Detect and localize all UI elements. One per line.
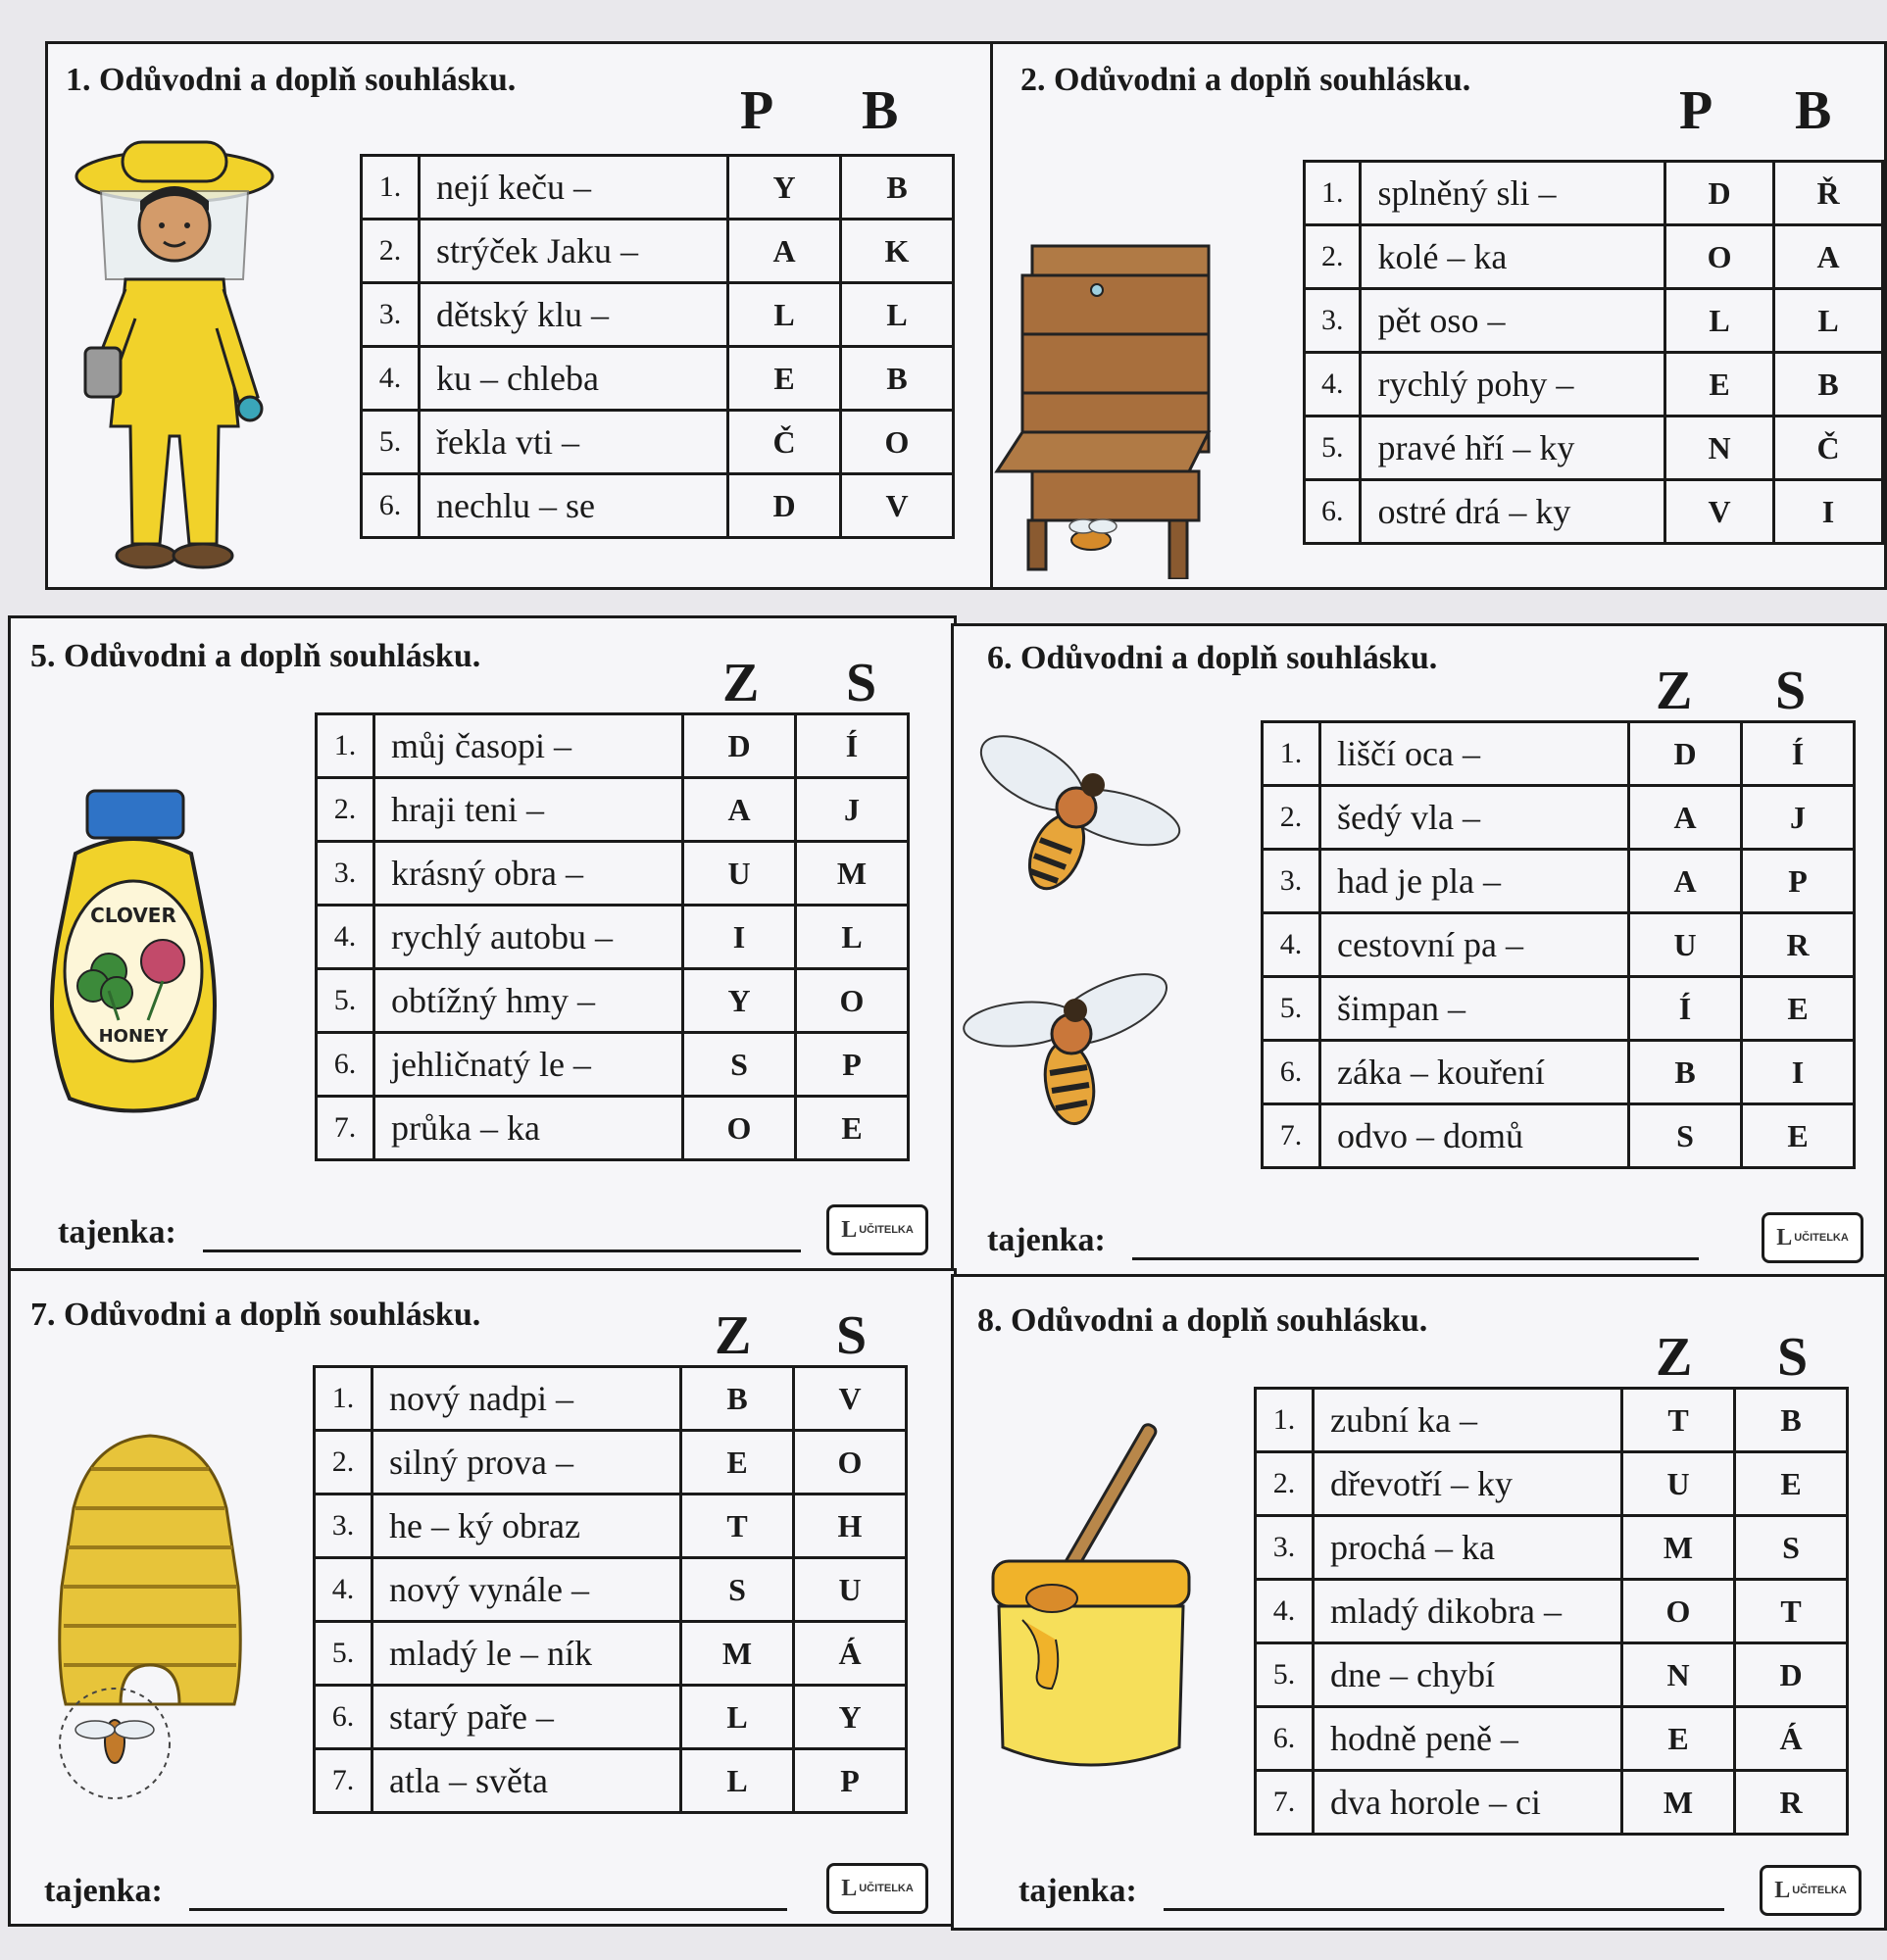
letter-z: N [1622,1643,1735,1707]
word-cell[interactable]: rychlý pohy – [1361,353,1665,416]
word-cell[interactable]: cestovní pa – [1320,913,1629,977]
beekeeper-illustration [72,132,277,583]
letter-s: O [796,969,909,1033]
letter-z: A [683,778,796,842]
card-title: 2. Odůvodni a doplň souhlásku. [1020,62,1471,98]
word-cell[interactable]: šimpan – [1320,977,1629,1041]
row-number: 3. [1305,289,1361,353]
word-cell[interactable]: pět oso – [1361,289,1665,353]
letter-s: O [794,1431,907,1494]
worksheet-card-6 [951,623,1887,1278]
letter-z: A [1629,850,1742,913]
word-cell[interactable]: atla – světa [372,1749,681,1813]
letter-s: U [794,1558,907,1622]
exercise-table [1303,160,1884,545]
word-cell[interactable]: jehličnatý le – [374,1033,683,1097]
tajenka-answer-line[interactable] [1164,1908,1724,1911]
letter-b: B [841,156,954,220]
letter-p: D [728,474,841,538]
table-row [1263,977,1855,1041]
exercise-table [360,154,955,539]
table-row [1263,722,1855,786]
table-row [362,220,954,283]
row-number: 3. [315,1494,372,1558]
row-number: 5. [1305,416,1361,480]
jar-label-top: CLOVER [90,904,176,927]
letter-s: B [1735,1389,1848,1452]
table-row [1305,162,1883,225]
letter-b: A [1774,225,1883,289]
word-cell[interactable]: můj časopi – [374,714,683,778]
row-number: 5. [362,411,420,474]
row-number: 7. [1263,1104,1320,1168]
row-number: 6. [1305,480,1361,544]
worksheet-card-7 [8,1268,957,1927]
table-row [1256,1707,1848,1771]
exercise-table [1254,1387,1849,1836]
letter-s: H [794,1494,907,1558]
row-number: 4. [1256,1580,1314,1643]
letter-z: E [1622,1707,1735,1771]
card-title: 8. Odůvodni a doplň souhlásku. [977,1302,1428,1339]
column-header-s: S [1777,1327,1809,1388]
tajenka-answer-line[interactable] [189,1908,787,1911]
letter-s: P [796,1033,909,1097]
column-header-z: Z [1656,661,1693,721]
jar-label-bottom: HONEY [98,1026,169,1047]
table-row [1256,1643,1848,1707]
letter-s: I [1742,1041,1855,1104]
table-row [1256,1389,1848,1452]
table-row [315,1431,907,1494]
row-number: 6. [1263,1041,1320,1104]
exercise-table [1261,720,1856,1169]
letter-s: E [1742,1104,1855,1168]
row-number: 3. [1256,1516,1314,1580]
worksheet-card-8 [951,1274,1887,1931]
word-cell[interactable]: záka – kouření [1320,1041,1629,1104]
honey-bottle-illustration [40,785,226,1118]
table-row [1305,480,1883,544]
word-cell[interactable]: dva horole – ci [1314,1771,1622,1835]
tajenka-answer-line[interactable] [1132,1257,1699,1260]
word-cell[interactable]: průka – ka [374,1097,683,1160]
word-cell[interactable]: pravé hří – ky [1361,416,1665,480]
ucitelka-logo: L UČITELKA [1762,1212,1863,1263]
letter-s: R [1742,913,1855,977]
tajenka-label: tajenka: [1018,1873,1137,1909]
table-row [1256,1580,1848,1643]
worksheet-card-1 [45,41,994,590]
word-cell[interactable]: rychlý autobu – [374,906,683,969]
table-row [317,842,909,906]
row-number: 4. [317,906,374,969]
word-cell[interactable]: dřevotří – ky [1314,1452,1622,1516]
letter-z: B [681,1367,794,1431]
letter-s: J [796,778,909,842]
letter-s: M [796,842,909,906]
table-row [317,906,909,969]
table-row [362,411,954,474]
letter-s: D [1735,1643,1848,1707]
letter-p: N [1665,416,1774,480]
exercise-table [313,1365,908,1814]
worksheet-card-2 [990,41,1887,590]
table-row [1263,1104,1855,1168]
letter-z: D [1629,722,1742,786]
table-row [1263,850,1855,913]
word-cell[interactable]: ku – chleba [420,347,728,411]
table-row [315,1749,907,1813]
word-cell[interactable]: šedý vla – [1320,786,1629,850]
word-cell[interactable]: obtížný hmy – [374,969,683,1033]
letter-p: O [1665,225,1774,289]
row-number: 4. [1305,353,1361,416]
bee-illustration [962,956,1187,1142]
letter-z: S [683,1033,796,1097]
row-number: 1. [315,1367,372,1431]
column-header-s: S [1775,661,1807,721]
letter-p: V [1665,480,1774,544]
letter-z: Y [683,969,796,1033]
row-number: 6. [315,1686,372,1749]
row-number: 6. [1256,1707,1314,1771]
table-row [1305,289,1883,353]
letter-z: L [681,1749,794,1813]
table-row [315,1558,907,1622]
letter-s: E [796,1097,909,1160]
table-row [1263,1041,1855,1104]
letter-z: D [683,714,796,778]
row-number: 2. [362,220,420,283]
table-row [1305,225,1883,289]
exercise-table [315,712,910,1161]
word-cell[interactable]: nový nadpi – [372,1367,681,1431]
letter-b: B [1774,353,1883,416]
letter-s: S [1735,1516,1848,1580]
table-row [362,283,954,347]
letter-z: U [1622,1452,1735,1516]
row-number: 7. [315,1749,372,1813]
letter-z: U [683,842,796,906]
row-number: 6. [362,474,420,538]
row-number: 3. [1263,850,1320,913]
letter-b: Č [1774,416,1883,480]
row-number: 6. [317,1033,374,1097]
word-cell[interactable]: dětský klu – [420,283,728,347]
column-header-z: Z [722,653,760,713]
column-header-s: S [846,653,877,713]
letter-z: L [681,1686,794,1749]
letter-s: Á [1735,1707,1848,1771]
word-cell[interactable]: splněný sli – [1361,162,1665,225]
word-cell[interactable]: krásný obra – [374,842,683,906]
letter-b: O [841,411,954,474]
row-number: 3. [317,842,374,906]
word-cell[interactable]: mladý le – ník [372,1622,681,1686]
letter-z: M [1622,1516,1735,1580]
letter-z: I [683,906,796,969]
letter-p: L [728,283,841,347]
letter-z: E [681,1431,794,1494]
row-number: 1. [1256,1389,1314,1452]
word-cell[interactable]: hraji teni – [374,778,683,842]
word-cell[interactable]: he – ký obraz [372,1494,681,1558]
row-number: 1. [362,156,420,220]
letter-s: V [794,1367,907,1431]
word-cell[interactable]: nejí keču – [420,156,728,220]
word-cell[interactable]: silný prova – [372,1431,681,1494]
word-cell[interactable]: nechlu – se [420,474,728,538]
column-header-z: Z [715,1305,752,1366]
letter-z: M [1622,1771,1735,1835]
letter-z: T [1622,1389,1735,1452]
row-number: 7. [317,1097,374,1160]
card-title: 1. Odůvodni a doplň souhlásku. [66,62,517,98]
letter-z: O [683,1097,796,1160]
honey-jar-illustration [983,1414,1199,1787]
word-cell[interactable]: nový vynále – [372,1558,681,1622]
table-row [1256,1771,1848,1835]
tajenka-label: tajenka: [987,1222,1106,1258]
word-cell[interactable]: hodně peně – [1314,1707,1622,1771]
row-number: 2. [317,778,374,842]
column-header-z: Z [1656,1327,1693,1388]
beehive-illustration [993,236,1228,579]
straw-skep-illustration [52,1430,248,1802]
letter-p: Y [728,156,841,220]
word-cell[interactable]: had je pla – [1320,850,1629,913]
letter-b: B [841,347,954,411]
table-row [317,778,909,842]
column-header-p: P [740,80,774,141]
table-row [315,1494,907,1558]
letter-z: U [1629,913,1742,977]
card-title: 7. Odůvodni a doplň souhlásku. [30,1297,481,1333]
ucitelka-logo: L UČITELKA [826,1204,928,1255]
letter-s: R [1735,1771,1848,1835]
word-cell[interactable]: odvo – domů [1320,1104,1629,1168]
row-number: 1. [1305,162,1361,225]
letter-p: E [1665,353,1774,416]
column-header-b: B [1795,80,1832,141]
letter-p: E [728,347,841,411]
table-row [317,714,909,778]
column-header-p: P [1679,80,1713,141]
letter-s: P [794,1749,907,1813]
letter-s: E [1742,977,1855,1041]
row-number: 3. [362,283,420,347]
letter-s: Á [794,1622,907,1686]
letter-s: J [1742,786,1855,850]
word-cell[interactable]: prochá – ka [1314,1516,1622,1580]
row-number: 5. [315,1622,372,1686]
row-number: 1. [317,714,374,778]
letter-s: Í [796,714,909,778]
table-row [317,1033,909,1097]
row-number: 4. [1263,913,1320,977]
letter-b: K [841,220,954,283]
row-number: 2. [1256,1452,1314,1516]
letter-s: Y [794,1686,907,1749]
row-number: 2. [1305,225,1361,289]
letter-b: L [1774,289,1883,353]
table-row [1305,353,1883,416]
tajenka-answer-line[interactable] [203,1250,801,1252]
table-row [315,1622,907,1686]
row-number: 4. [315,1558,372,1622]
table-row [1256,1452,1848,1516]
letter-z: A [1629,786,1742,850]
column-header-b: B [862,80,899,141]
letter-z: S [681,1558,794,1622]
row-number: 1. [1263,722,1320,786]
table-row [362,156,954,220]
letter-z: M [681,1622,794,1686]
word-cell[interactable]: ostré drá – ky [1361,480,1665,544]
letter-p: Č [728,411,841,474]
tajenka-label: tajenka: [44,1873,163,1909]
tajenka-label: tajenka: [58,1214,176,1250]
row-number: 2. [315,1431,372,1494]
ucitelka-logo: L UČITELKA [1760,1865,1862,1916]
letter-s: P [1742,850,1855,913]
letter-b: I [1774,480,1883,544]
row-number: 7. [1256,1771,1314,1835]
table-row [1256,1516,1848,1580]
word-cell[interactable]: zubní ka – [1314,1389,1622,1452]
word-cell[interactable]: liščí oca – [1320,722,1629,786]
row-number: 5. [317,969,374,1033]
ucitelka-logo: L UČITELKA [826,1863,928,1914]
letter-z: Í [1629,977,1742,1041]
letter-b: L [841,283,954,347]
letter-z: B [1629,1041,1742,1104]
table-row [317,1097,909,1160]
word-cell[interactable]: řekla vti – [420,411,728,474]
letter-s: L [796,906,909,969]
row-number: 5. [1256,1643,1314,1707]
letter-z: T [681,1494,794,1558]
letter-p: A [728,220,841,283]
column-header-s: S [836,1305,868,1366]
table-row [1305,416,1883,480]
word-cell[interactable]: dne – chybí [1314,1643,1622,1707]
word-cell[interactable]: mladý dikobra – [1314,1580,1622,1643]
word-cell[interactable]: starý paře – [372,1686,681,1749]
row-number: 5. [1263,977,1320,1041]
table-row [315,1686,907,1749]
table-row [1263,786,1855,850]
letter-z: S [1629,1104,1742,1168]
table-row [362,474,954,538]
letter-s: Í [1742,722,1855,786]
row-number: 4. [362,347,420,411]
table-row [315,1367,907,1431]
table-row [1263,913,1855,977]
card-title: 6. Odůvodni a doplň souhlásku. [987,640,1438,676]
letter-z: O [1622,1580,1735,1643]
card-title: 5. Odůvodni a doplň souhlásku. [30,638,481,674]
letter-b: Ř [1774,162,1883,225]
word-cell[interactable]: strýček Jaku – [420,220,728,283]
letter-p: L [1665,289,1774,353]
worksheet-card-5 [8,615,957,1272]
letter-s: E [1735,1452,1848,1516]
letter-p: D [1665,162,1774,225]
table-row [317,969,909,1033]
letter-s: T [1735,1580,1848,1643]
word-cell[interactable]: kolé – ka [1361,225,1665,289]
bee-illustration [973,724,1189,920]
table-row [362,347,954,411]
letter-b: V [841,474,954,538]
row-number: 2. [1263,786,1320,850]
